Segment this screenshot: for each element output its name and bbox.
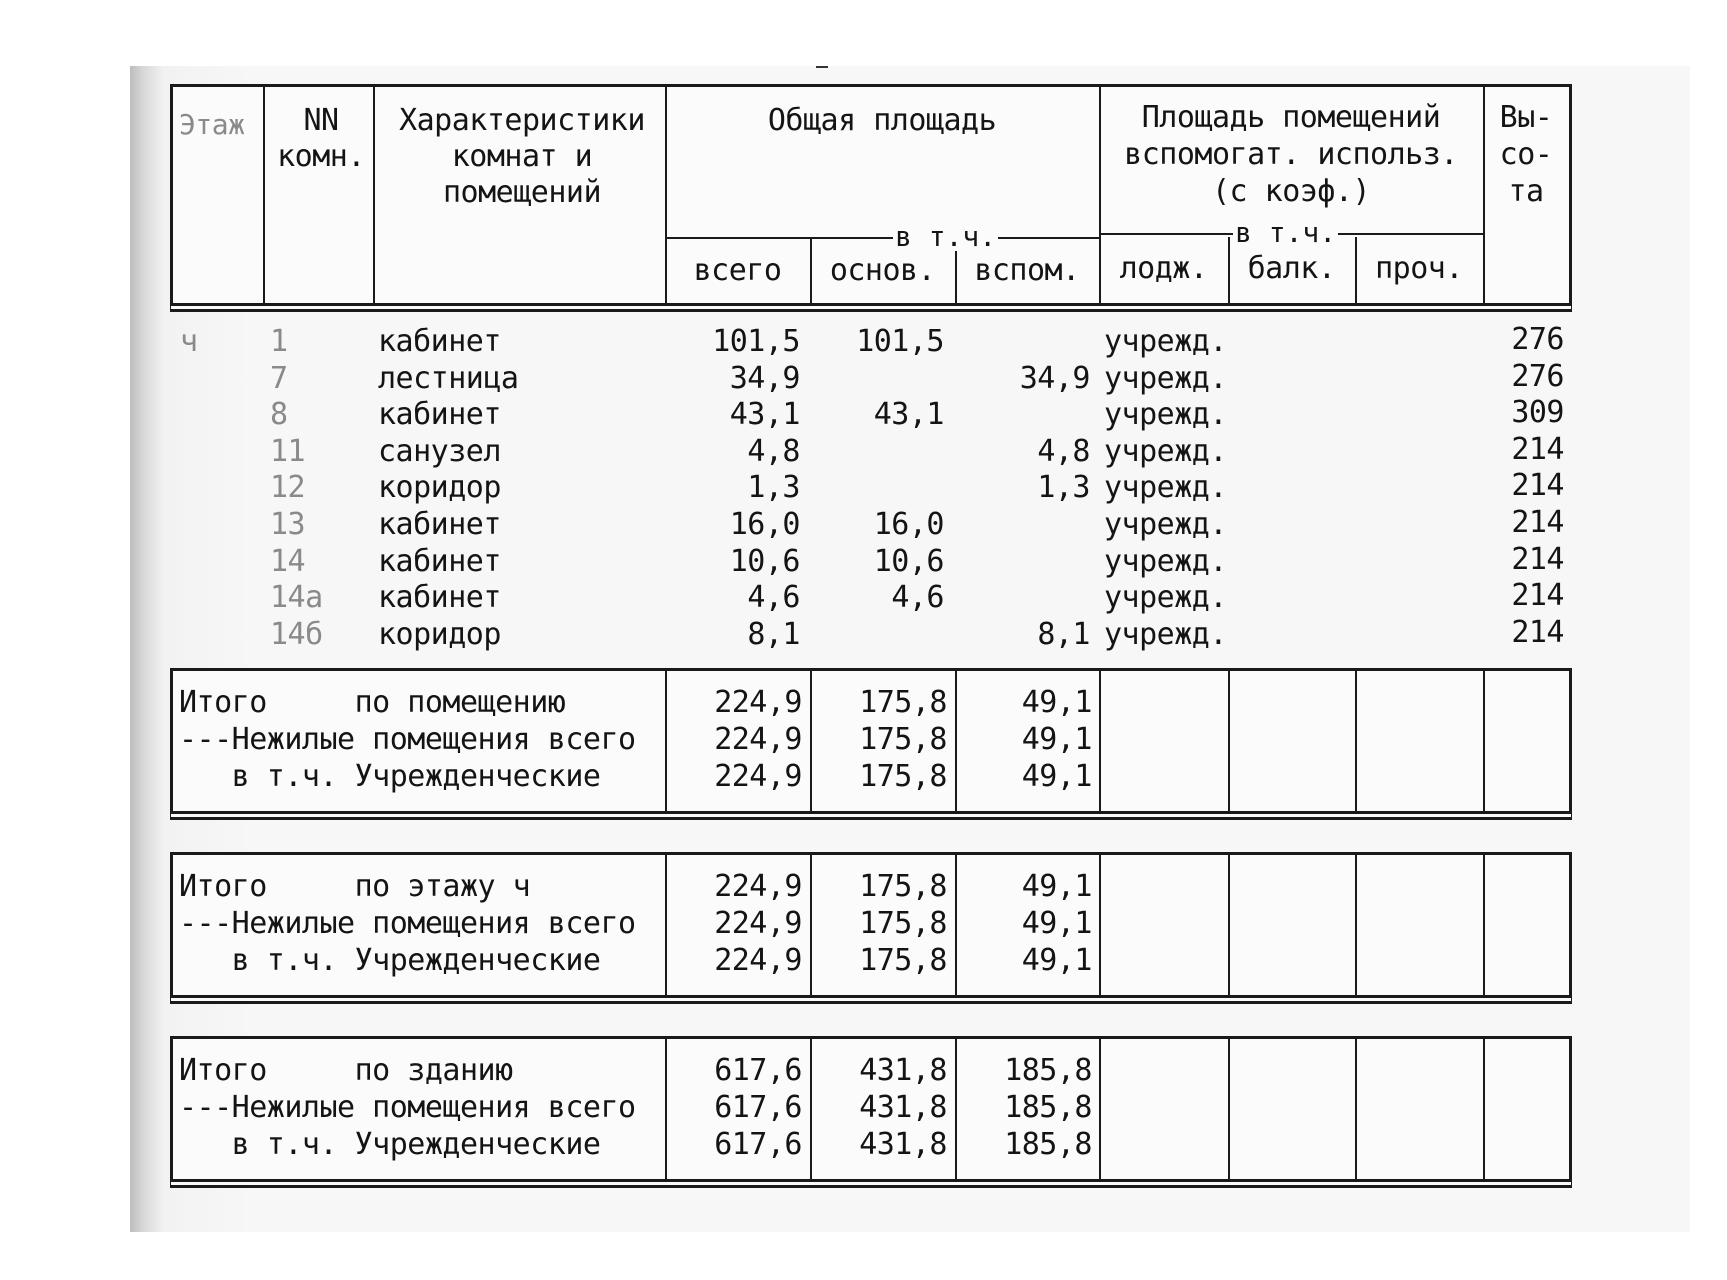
col-floor-header: Этаж: [179, 108, 245, 141]
total-aux: 49,1: [1021, 685, 1092, 720]
room-number: 1: [270, 324, 288, 359]
total-all: 617,6: [714, 1090, 802, 1125]
total-all: 617,6: [714, 1053, 802, 1088]
room-name: коридор: [378, 470, 501, 505]
total-aux: 49,1: [1021, 943, 1092, 978]
room-number: 14б: [270, 617, 323, 652]
total-label: в т.ч. Учрежденческие: [179, 759, 601, 794]
sub-other-header: проч.: [1375, 251, 1463, 286]
header-table: [170, 84, 1572, 306]
floor-label: ч: [180, 324, 198, 359]
room-total-area: 4,6: [747, 580, 800, 615]
total-main: 431,8: [859, 1053, 947, 1088]
sub-balcony-header: балк.: [1247, 251, 1336, 286]
total-label: ---Нежилые помещения всего: [179, 1090, 636, 1125]
room-number: 8: [270, 397, 288, 432]
total-main: 175,8: [859, 943, 947, 978]
sub-main-header: основ.: [829, 253, 936, 288]
room-type: учрежд.: [1104, 434, 1227, 469]
total-all: 224,9: [714, 869, 802, 904]
room-main-area: 10,6: [873, 544, 944, 579]
totals-floor: [170, 852, 1572, 998]
room-height: 214: [1511, 615, 1564, 650]
total-main: 175,8: [859, 759, 947, 794]
total-label: в т.ч. Учрежденческие: [179, 943, 601, 978]
room-number: 13: [270, 507, 306, 542]
room-height: 214: [1511, 432, 1564, 467]
total-all: 224,9: [714, 685, 802, 720]
total-aux: 185,8: [1004, 1053, 1092, 1088]
total-label: ---Нежилые помещения всего: [179, 906, 636, 941]
total-all: 224,9: [714, 722, 802, 757]
room-number: 14а: [270, 580, 323, 615]
room-height: 214: [1511, 542, 1564, 577]
sub-loggia-header: лодж.: [1119, 251, 1208, 286]
total-all: 224,9: [714, 759, 802, 794]
room-aux-area: 1,3: [1037, 470, 1090, 505]
incl-label-aux: в т.ч.: [1235, 216, 1337, 249]
total-all: 224,9: [714, 943, 802, 978]
room-height: 214: [1511, 578, 1564, 613]
room-type: учрежд.: [1104, 507, 1227, 542]
room-total-area: 16,0: [729, 507, 800, 542]
room-height: 276: [1511, 359, 1564, 394]
total-all: 617,6: [714, 1127, 802, 1162]
room-name: кабинет: [378, 544, 501, 579]
room-name: кабинет: [378, 580, 501, 615]
room-name: санузел: [378, 434, 501, 469]
room-total-area: 10,6: [729, 544, 800, 579]
room-name: лестница: [378, 361, 519, 396]
total-all: 224,9: [714, 906, 802, 941]
room-number: 12: [270, 470, 306, 505]
total-aux: 49,1: [1021, 759, 1092, 794]
room-number: 7: [270, 361, 288, 396]
room-aux-area: 4,8: [1037, 434, 1090, 469]
room-name: кабинет: [378, 324, 501, 359]
total-main: 175,8: [859, 906, 947, 941]
total-main: 431,8: [859, 1127, 947, 1162]
total-label: ---Нежилые помещения всего: [179, 722, 636, 757]
room-type: учрежд.: [1104, 470, 1227, 505]
room-aux-area: 8,1: [1037, 617, 1090, 652]
room-name: кабинет: [378, 507, 501, 542]
room-number: 11: [270, 434, 306, 469]
room-height: 276: [1511, 322, 1564, 357]
col-total-area-header: Общая площадь: [767, 103, 997, 138]
totals-building: [170, 1036, 1572, 1182]
total-main: 175,8: [859, 869, 947, 904]
room-height: 309: [1511, 395, 1564, 430]
sub-all-header: всего: [693, 253, 782, 288]
room-main-area: 4,6: [891, 580, 944, 615]
room-type: учрежд.: [1104, 580, 1227, 615]
total-aux: 185,8: [1004, 1090, 1092, 1125]
col-height-header: Вы- со- та: [1499, 100, 1553, 209]
total-aux: 185,8: [1004, 1127, 1092, 1162]
page-mark: [816, 66, 828, 68]
room-height: 214: [1511, 468, 1564, 503]
room-total-area: 1,3: [747, 470, 800, 505]
total-label: в т.ч. Учрежденческие: [179, 1127, 601, 1162]
room-total-area: 101,5: [712, 324, 800, 359]
room-total-area: 34,9: [729, 361, 800, 396]
total-aux: 49,1: [1021, 869, 1092, 904]
col-number-header: NN комн.: [277, 103, 365, 174]
total-label: Итого по этажу ч: [179, 869, 531, 904]
total-label: Итого по помещению: [179, 685, 566, 720]
total-label: Итого по зданию: [179, 1053, 513, 1088]
room-total-area: 43,1: [729, 397, 800, 432]
incl-label-total: в т.ч.: [895, 220, 997, 253]
total-aux: 49,1: [1021, 906, 1092, 941]
total-main: 175,8: [859, 722, 947, 757]
room-aux-area: 34,9: [1019, 361, 1090, 396]
room-type: учрежд.: [1104, 617, 1227, 652]
total-aux: 49,1: [1021, 722, 1092, 757]
room-type: учрежд.: [1104, 544, 1227, 579]
room-total-area: 8,1: [747, 617, 800, 652]
totals-room: [170, 668, 1572, 814]
total-main: 431,8: [859, 1090, 947, 1125]
room-main-area: 101,5: [856, 324, 944, 359]
col-characteristics-header: Характеристики комнат и помещений: [399, 103, 645, 210]
room-height: 214: [1511, 505, 1564, 540]
room-main-area: 16,0: [873, 507, 944, 542]
room-type: учрежд.: [1104, 324, 1227, 359]
room-main-area: 43,1: [873, 397, 944, 432]
room-name: кабинет: [378, 397, 501, 432]
sub-aux-header: вспом.: [974, 253, 1080, 288]
room-type: учрежд.: [1104, 397, 1227, 432]
room-type: учрежд.: [1104, 361, 1227, 396]
room-name: коридор: [378, 617, 501, 652]
room-number: 14: [270, 544, 306, 579]
total-main: 175,8: [859, 685, 947, 720]
col-aux-area-header: Площадь помещений вспомогат. использ. (с коэф.): [1124, 100, 1458, 209]
room-total-area: 4,8: [747, 434, 800, 469]
